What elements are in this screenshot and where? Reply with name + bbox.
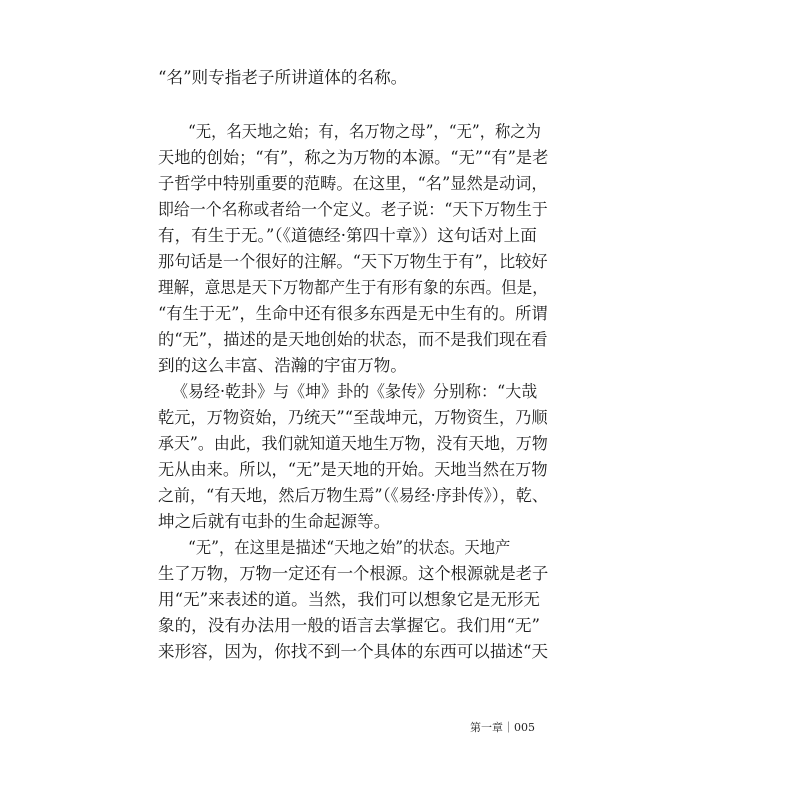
text-line: 那句话是一个很好的注解。“天下万物生于有”，比较好 <box>158 252 548 271</box>
paragraph-first-line: “无”，在这里是描述“天地之始”的状态。天地产 <box>188 538 511 557</box>
text-line: 来形容，因为，你找不到一个具体的东西可以描述“天 <box>158 642 549 661</box>
text-line: 承天”。由此，我们就知道天地生万物，没有天地，万物 <box>158 434 548 453</box>
text-line: 用“无”来表述的道。当然，我们可以想象它是无形无 <box>158 590 541 609</box>
text-line: 坤之后就有屯卦的生命起源等。 <box>158 512 391 531</box>
text-line: 子哲学中特别重要的范畴。在这里，“名”显然是动词， <box>158 174 548 193</box>
paragraph-first-line: 《易经·乾卦》与《坤》卦的《彖传》分别称：“大哉 <box>172 382 538 401</box>
text-line: 即给一个名称或者给一个定义。老子说：“天下万物生于 <box>158 200 548 219</box>
text-line: 到的这么丰富、浩瀚的宇宙万物。 <box>158 356 407 375</box>
text-line: 生了万物，万物一定还有一个根源。这个根源就是老子 <box>158 564 549 583</box>
text-line: 理解，意思是天下万物都产生于有形有象的东西。但是， <box>158 278 548 297</box>
text-line: 之前，“有天地，然后万物生焉”（《易经·序卦传》），乾、 <box>158 486 548 505</box>
text-line: 乾元，万物资始，乃统天”“至哉坤元，万物资生，乃顺 <box>158 408 548 427</box>
text-line: “有生于无”，生命中还有很多东西是无中生有的。所谓 <box>158 304 548 323</box>
text-line: 无从由来。所以，“无”是天地的开始。天地当然在万物 <box>158 460 548 479</box>
text-line: “名”则专指老子所讲道体的名称。 <box>158 68 408 87</box>
text-line: 天地的创始；“有”，称之为万物的本源。“无”“有”是老 <box>158 148 549 167</box>
text-line: 有，有生于无。”（《道德经·第四十章》）这句话对上面 <box>158 226 537 245</box>
paragraph-first-line: “无，名天地之始；有，名万物之母”，“无”，称之为 <box>188 122 541 141</box>
page-footer: 第一章｜005 <box>470 721 535 734</box>
text-line: 的“无”，描述的是天地创始的状态，而不是我们现在看 <box>158 330 548 349</box>
text-line: 象的，没有办法用一般的语言去掌握它。我们用“无” <box>158 616 541 635</box>
